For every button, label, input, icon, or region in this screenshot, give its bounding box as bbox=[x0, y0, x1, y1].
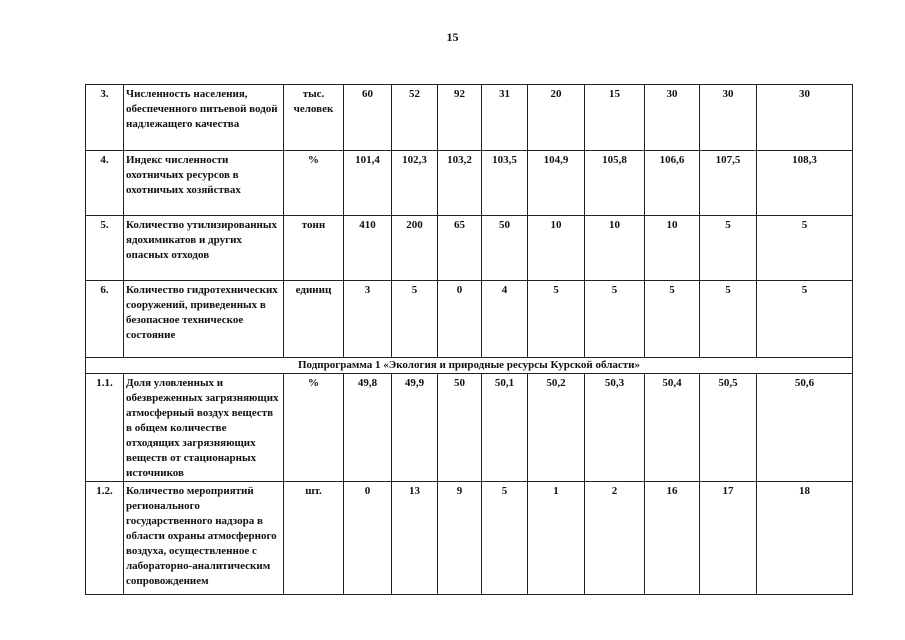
table-row bbox=[86, 85, 853, 151]
table-row bbox=[86, 216, 853, 281]
value-cell: 0 bbox=[438, 281, 482, 358]
value-cell: 30 bbox=[645, 85, 700, 151]
value-cell: 30 bbox=[757, 85, 853, 151]
row-number: 4. bbox=[86, 151, 124, 216]
value-cell: 107,5 bbox=[700, 151, 757, 216]
page-number: 15 bbox=[446, 30, 459, 44]
value-cell: 5 bbox=[585, 281, 645, 358]
value-cell: 5 bbox=[645, 281, 700, 358]
value-cell: 60 bbox=[344, 85, 392, 151]
value-cell: 10 bbox=[645, 216, 700, 281]
row-number: 3. bbox=[86, 85, 124, 151]
unit-cell: % bbox=[284, 151, 344, 216]
value-cell: 18 bbox=[757, 482, 853, 595]
unit-cell: тыс. человек bbox=[284, 85, 344, 151]
value-cell: 103,5 bbox=[482, 151, 528, 216]
value-cell: 17 bbox=[700, 482, 757, 595]
value-cell: 1 bbox=[528, 482, 585, 595]
value-cell: 30 bbox=[700, 85, 757, 151]
value-cell: 5 bbox=[528, 281, 585, 358]
table-row bbox=[86, 151, 853, 216]
value-cell: 5 bbox=[700, 281, 757, 358]
indicator-name: Индекс численности охотничьих ресурсов в охотничьих хозяйствах bbox=[124, 151, 284, 216]
row-number: 1.1. bbox=[86, 374, 124, 482]
value-cell: 101,4 bbox=[344, 151, 392, 216]
value-cell: 50 bbox=[438, 374, 482, 482]
indicator-name: Численность населения, обеспеченного питьевой водой надлежащего качества bbox=[124, 85, 284, 151]
value-cell: 410 bbox=[344, 216, 392, 281]
value-cell: 49,8 bbox=[344, 374, 392, 482]
table-row bbox=[86, 374, 853, 482]
value-cell: 15 bbox=[585, 85, 645, 151]
value-cell: 50,4 bbox=[645, 374, 700, 482]
value-cell: 106,6 bbox=[645, 151, 700, 216]
value-cell: 10 bbox=[585, 216, 645, 281]
unit-cell: шт. bbox=[284, 482, 344, 595]
value-cell: 49,9 bbox=[392, 374, 438, 482]
value-cell: 5 bbox=[757, 281, 853, 358]
value-cell: 20 bbox=[528, 85, 585, 151]
value-cell: 0 bbox=[344, 482, 392, 595]
value-cell: 5 bbox=[757, 216, 853, 281]
table-row bbox=[86, 281, 853, 358]
value-cell: 102,3 bbox=[392, 151, 438, 216]
value-cell: 50,2 bbox=[528, 374, 585, 482]
indicator-name: Доля уловленных и обезвреженных загрязняющих атмосферный воздух веществ в общем количестве отходящих загрязняющих веществ от стационарных источников bbox=[124, 374, 284, 482]
table-row bbox=[86, 482, 853, 595]
value-cell: 108,3 bbox=[757, 151, 853, 216]
value-cell: 200 bbox=[392, 216, 438, 281]
value-cell: 50,1 bbox=[482, 374, 528, 482]
row-number: 6. bbox=[86, 281, 124, 358]
unit-cell: % bbox=[284, 374, 344, 482]
value-cell: 50,6 bbox=[757, 374, 853, 482]
value-cell: 3 bbox=[344, 281, 392, 358]
value-cell: 5 bbox=[482, 482, 528, 595]
value-cell: 105,8 bbox=[585, 151, 645, 216]
subprogram-title: Подпрограмма 1 «Экология и природные ресурсы Курской области» bbox=[86, 358, 853, 374]
value-cell: 104,9 bbox=[528, 151, 585, 216]
indicators-table bbox=[85, 84, 853, 595]
indicator-name: Количество гидротехнических сооружений, приведенных в безопасное техническое состояние bbox=[124, 281, 284, 358]
value-cell: 4 bbox=[482, 281, 528, 358]
value-cell: 65 bbox=[438, 216, 482, 281]
unit-cell: тонн bbox=[284, 216, 344, 281]
value-cell: 5 bbox=[700, 216, 757, 281]
value-cell: 10 bbox=[528, 216, 585, 281]
value-cell: 5 bbox=[392, 281, 438, 358]
unit-cell: единиц bbox=[284, 281, 344, 358]
value-cell: 16 bbox=[645, 482, 700, 595]
value-cell: 31 bbox=[482, 85, 528, 151]
value-cell: 52 bbox=[392, 85, 438, 151]
row-number: 5. bbox=[86, 216, 124, 281]
value-cell: 9 bbox=[438, 482, 482, 595]
value-cell: 13 bbox=[392, 482, 438, 595]
value-cell: 50,5 bbox=[700, 374, 757, 482]
value-cell: 2 bbox=[585, 482, 645, 595]
indicator-name: Количество утилизированных ядохимикатов и других опасных отходов bbox=[124, 216, 284, 281]
value-cell: 50,3 bbox=[585, 374, 645, 482]
subprogram-row bbox=[86, 358, 853, 374]
value-cell: 103,2 bbox=[438, 151, 482, 216]
row-number: 1.2. bbox=[86, 482, 124, 595]
value-cell: 50 bbox=[482, 216, 528, 281]
indicator-name: Количество мероприятий регионального государственного надзора в области охраны атмосферного воздуха, осуществленное с лабораторно-аналитическим сопровождением bbox=[124, 482, 284, 595]
value-cell: 92 bbox=[438, 85, 482, 151]
